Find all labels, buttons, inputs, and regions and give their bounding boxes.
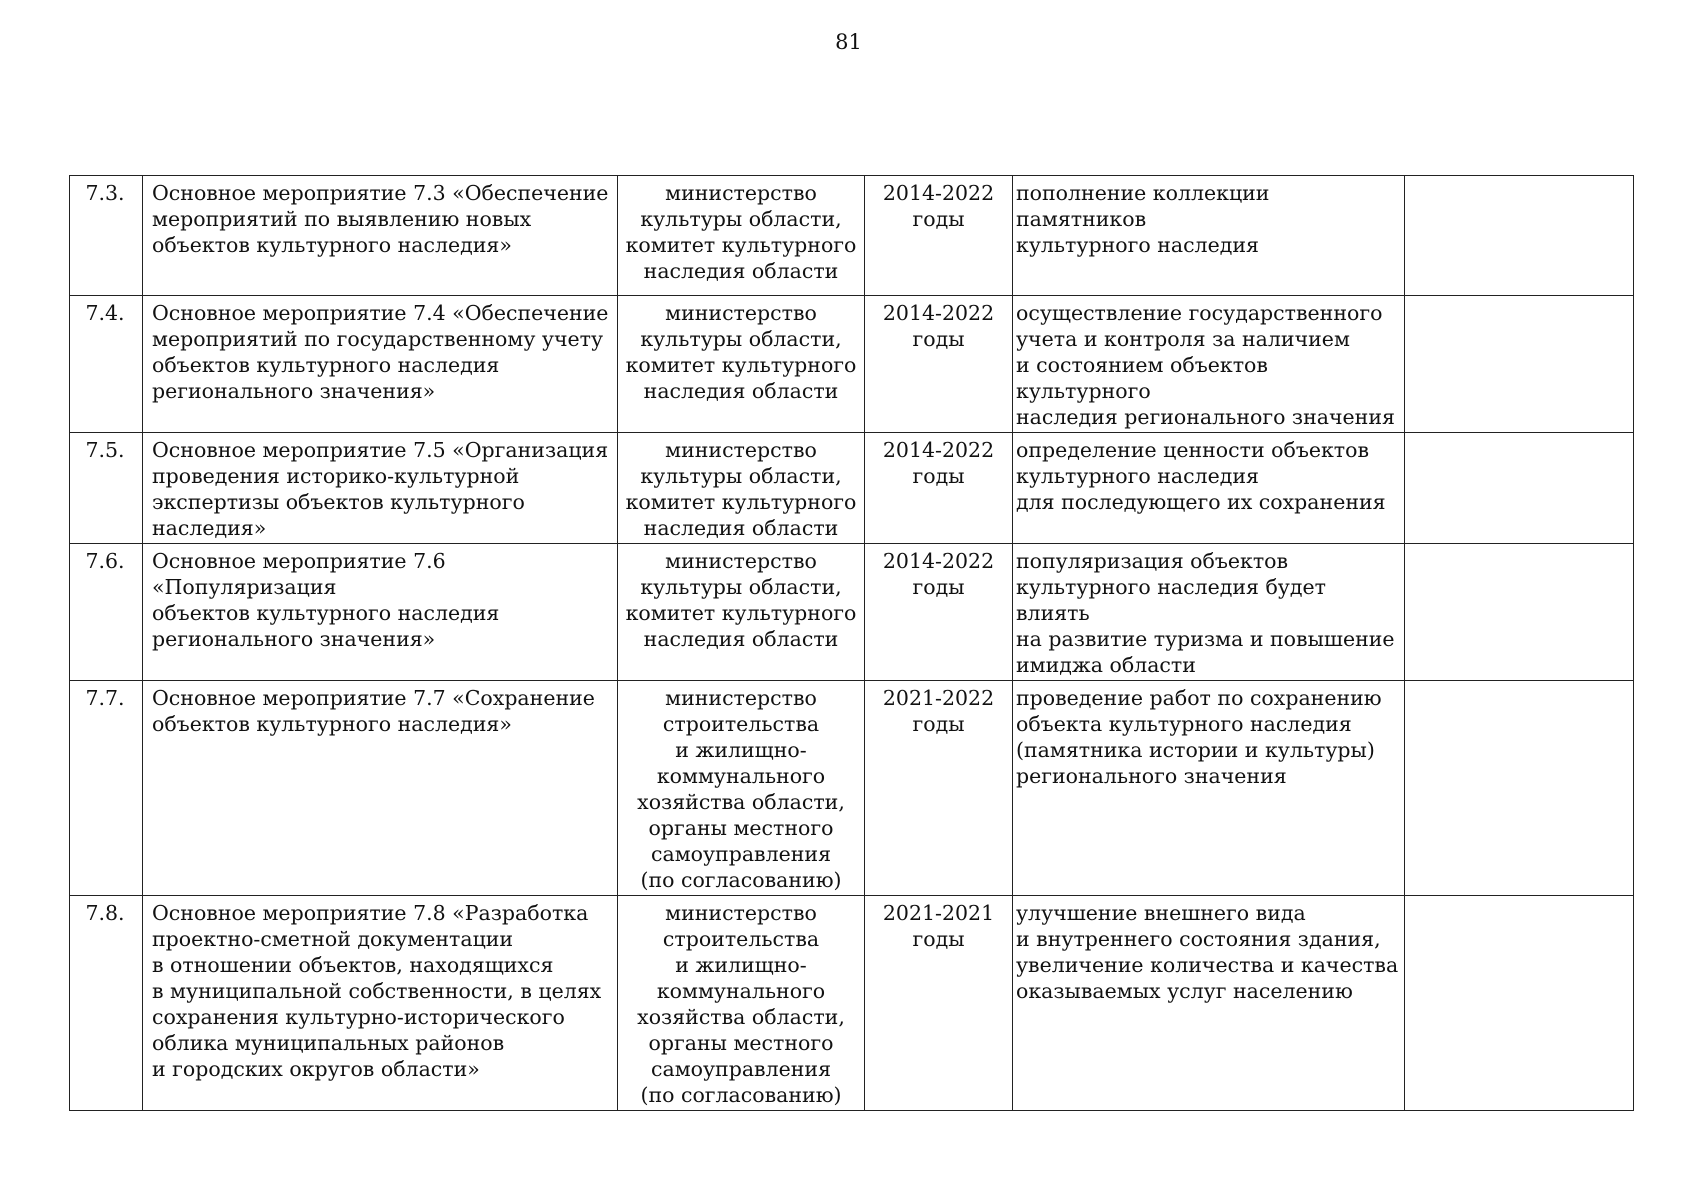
executor: министерство культуры области, комитет культурного наследия области xyxy=(618,433,865,544)
table-row xyxy=(70,176,1634,296)
executor: министерство культуры области, комитет культурного наследия области xyxy=(618,544,865,681)
term: 2014-2022 годы xyxy=(865,544,1013,681)
expected-result: пополнение коллекции памятников культурного наследия xyxy=(1013,176,1405,296)
row-number: 7.4. xyxy=(70,296,143,433)
table-row xyxy=(70,896,1634,1111)
link-cell xyxy=(1405,433,1634,544)
measure-name: Основное мероприятие 7.7 «Сохранение объектов культурного наследия» xyxy=(143,681,618,896)
row-number: 7.5. xyxy=(70,433,143,544)
link-cell xyxy=(1405,296,1634,433)
expected-result: популяризация объектов культурного наследия будет влиять на развитие туризма и повышение имиджа области xyxy=(1013,544,1405,681)
table-row xyxy=(70,681,1634,896)
row-number: 7.3. xyxy=(70,176,143,296)
measure-name: Основное мероприятие 7.8 «Разработка проектно-сметной документации в отношении объектов, находящихся в муниципальной собственности, в целях сохранения культурно-исторического облика муниципальных районов и городских округов области» xyxy=(143,896,618,1111)
expected-result: осуществление государственного учета и контроля за наличием и состоянием объектов культурного наследия регионального значения xyxy=(1013,296,1405,433)
row-number: 7.8. xyxy=(70,896,143,1111)
term: 2021-2022 годы xyxy=(865,681,1013,896)
expected-result: определение ценности объектов культурного наследия для последующего их сохранения xyxy=(1013,433,1405,544)
table-row xyxy=(70,544,1634,681)
measure-name: Основное мероприятие 7.3 «Обеспечение мероприятий по выявлению новых объектов культурного наследия» xyxy=(143,176,618,296)
executor: министерство культуры области, комитет культурного наследия области xyxy=(618,176,865,296)
row-number: 7.6. xyxy=(70,544,143,681)
executor: министерство строительства и жилищно- коммунального хозяйства области, органы местного самоуправления (по согласованию) xyxy=(618,681,865,896)
measure-name: Основное мероприятие 7.6 «Популяризация объектов культурного наследия регионального значения» xyxy=(143,544,618,681)
link-cell xyxy=(1405,544,1634,681)
link-cell xyxy=(1405,176,1634,296)
table-row xyxy=(70,433,1634,544)
term: 2021-2021 годы xyxy=(865,896,1013,1111)
executor: министерство строительства и жилищно- коммунального хозяйства области, органы местного самоуправления (по согласованию) xyxy=(618,896,865,1111)
expected-result: проведение работ по сохранению объекта культурного наследия (памятника истории и культуры) регионального значения xyxy=(1013,681,1405,896)
row-number: 7.7. xyxy=(70,681,143,896)
link-cell xyxy=(1405,681,1634,896)
expected-result: улучшение внешнего вида и внутреннего состояния здания, увеличение количества и качества оказываемых услуг населению xyxy=(1013,896,1405,1111)
term: 2014-2022 годы xyxy=(865,176,1013,296)
page-number: 81 xyxy=(835,30,862,54)
table-row xyxy=(70,296,1634,433)
term: 2014-2022 годы xyxy=(865,296,1013,433)
measure-name: Основное мероприятие 7.5 «Организация проведения историко-культурной экспертизы объектов культурного наследия» xyxy=(143,433,618,544)
executor: министерство культуры области, комитет культурного наследия области xyxy=(618,296,865,433)
measures-table xyxy=(69,175,1634,1111)
measure-name: Основное мероприятие 7.4 «Обеспечение мероприятий по государственному учету объектов культурного наследия регионального значения» xyxy=(143,296,618,433)
link-cell xyxy=(1405,896,1634,1111)
term: 2014-2022 годы xyxy=(865,433,1013,544)
